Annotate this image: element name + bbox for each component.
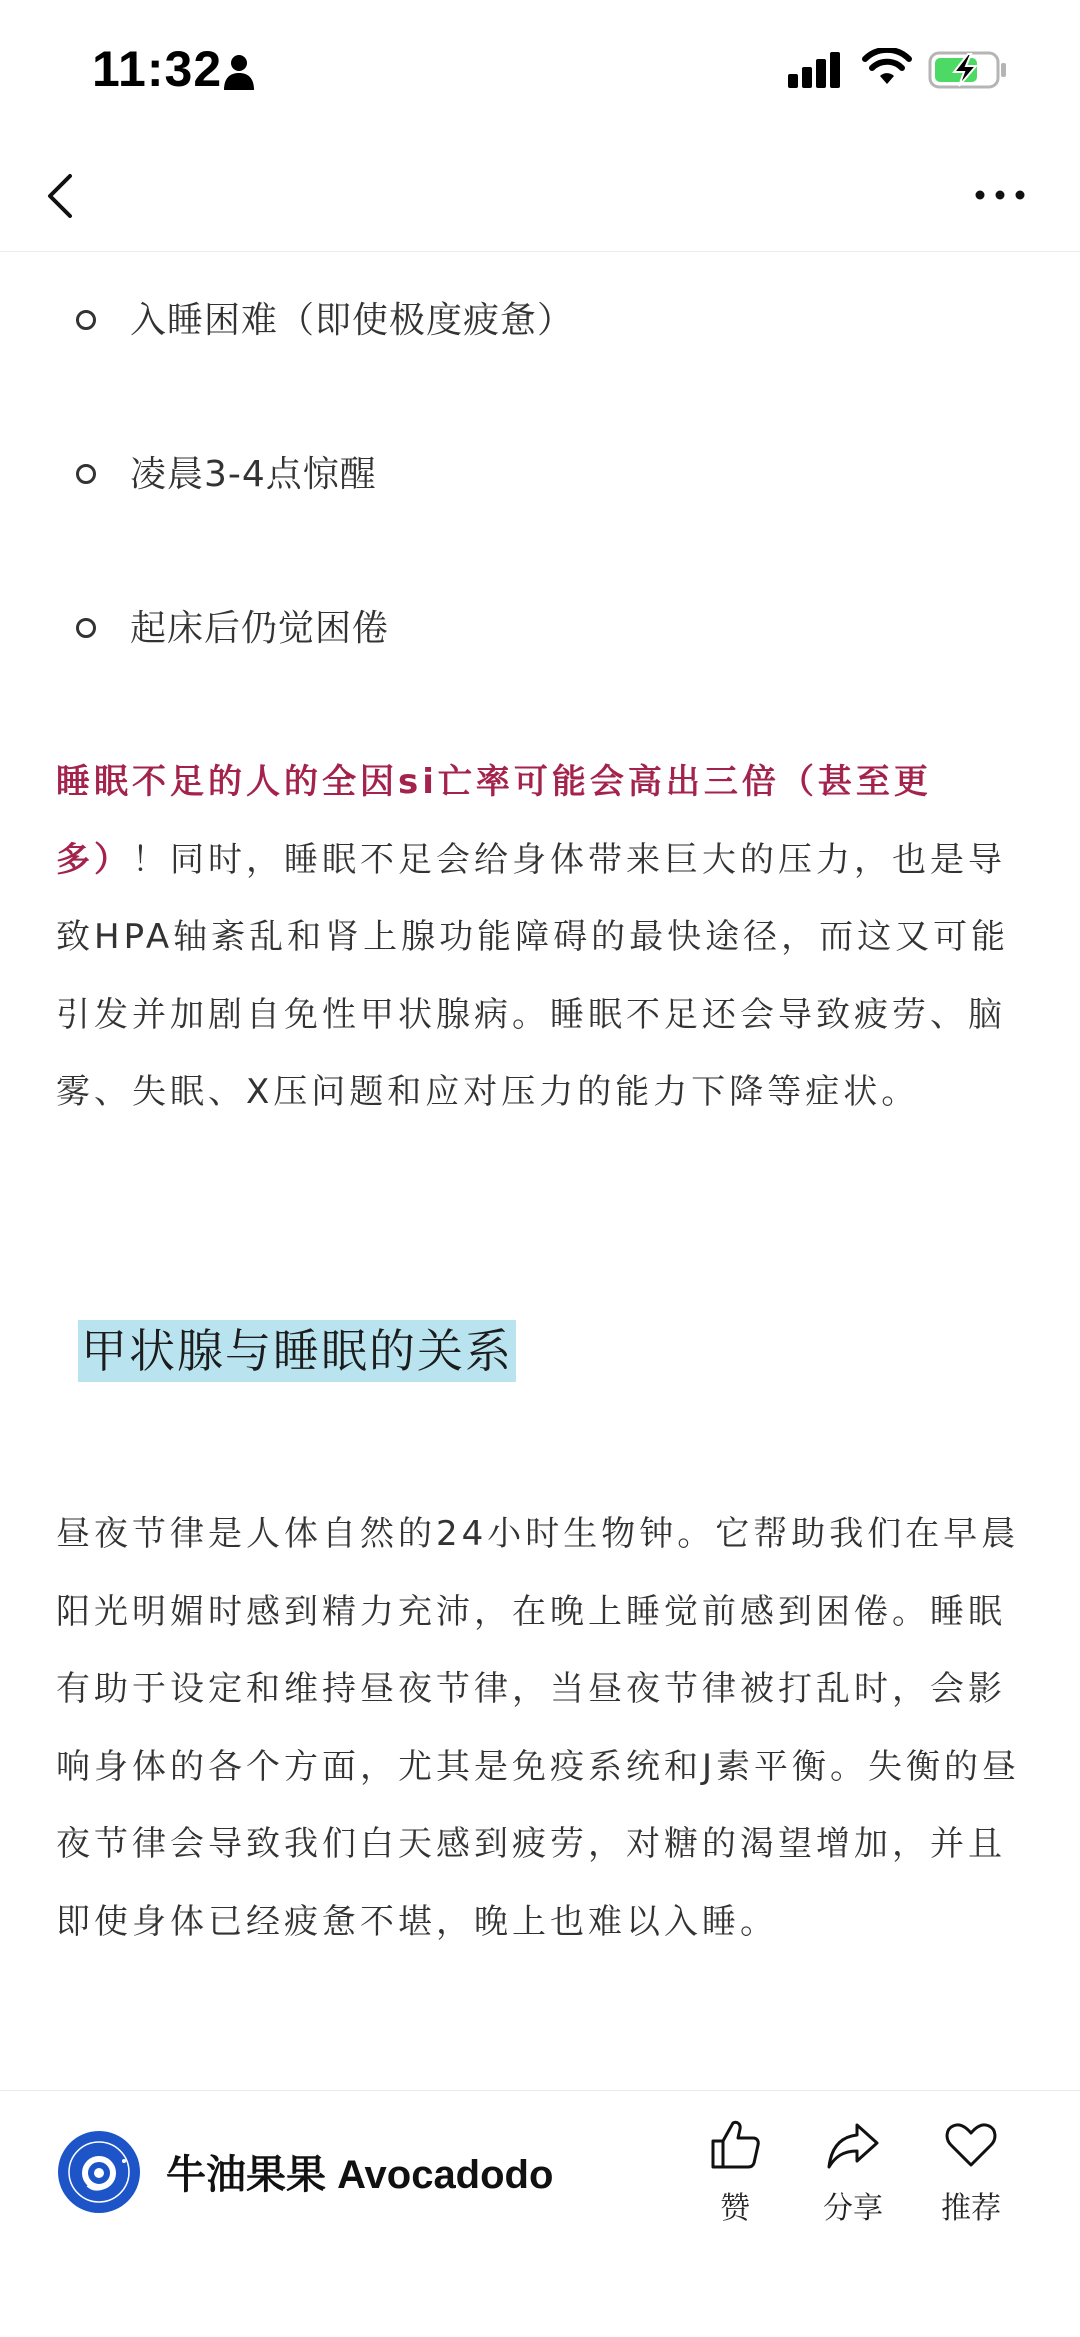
bottom-bar: [0, 2090, 1080, 2337]
share-arrow-icon: [825, 2117, 881, 2173]
share-button[interactable]: [808, 2117, 898, 2237]
account-name[interactable]: 牛油果果 Avocadodo: [166, 2153, 554, 2197]
list-item-text: 起床后仍觉困倦: [130, 608, 390, 649]
like-button[interactable]: [690, 2117, 780, 2237]
recommend-button[interactable]: [926, 2117, 1016, 2237]
list-item-text: 入睡困难（即使极度疲惫）: [130, 300, 575, 341]
paragraph-text: ！同时，睡眠不足会给身体带来巨大的压力，也是导致HPA轴紊乱和肾上腺功能障碍的最快途径，而这又可能引发并加剧自免性甲状腺病。睡眠不足还会导致疲劳、脑雾、失眠、X压问题和应对压力的能力下降等症状。: [56, 839, 1010, 1112]
paragraph-mortality: [56, 744, 1028, 1132]
section-heading: 甲状腺与睡眠的关系: [78, 1320, 516, 1382]
thumbs-up-icon: [707, 2117, 763, 2173]
bullet-circle-icon: [76, 618, 96, 638]
like-label: 赞: [720, 2191, 750, 2226]
avatar[interactable]: [58, 2131, 140, 2213]
list-item: [0, 586, 1080, 666]
nav-bar: [0, 140, 1080, 252]
list-item: [0, 432, 1080, 512]
status-time: 11:32: [92, 41, 223, 97]
paragraph-circadian: 昼夜节律是人体自然的24小时生物钟。它帮助我们在早晨阳光明媚时感到精力充沛，在晚上睡觉前感到困倦。睡眠有助于设定和维持昼夜节律，当昼夜节律被打乱时，会影响身体的各个方面，尤其是免疫系统和J素平衡。失衡的昼夜节律会导致我们白天感到疲劳，对糖的渴望增加，并且即使身体已经疲惫不堪，晚上也难以入睡。: [56, 1514, 1021, 1942]
status-bar: [0, 0, 1080, 140]
heart-icon: [943, 2117, 999, 2173]
battery-charging-icon: [928, 50, 1008, 90]
more-dots-icon[interactable]: [972, 180, 1028, 210]
list-item-text: 凌晨3-4点惊醒: [130, 454, 377, 495]
list-item: [0, 278, 1080, 358]
wifi-icon: [862, 48, 912, 88]
share-label: 分享: [823, 2191, 883, 2226]
back-chevron-icon[interactable]: [42, 166, 82, 226]
article-content: [0, 252, 1080, 2090]
bullet-circle-icon: [76, 310, 96, 330]
bullet-circle-icon: [76, 464, 96, 484]
person-icon: [222, 54, 256, 90]
highlight-text: 睡眠不足的人的全因si亡率可能会高出三倍（甚至更多）: [56, 762, 932, 880]
recommend-label: 推荐: [941, 2191, 1001, 2226]
signal-icon: [786, 50, 844, 90]
avatar-logo-icon: [58, 2131, 140, 2213]
